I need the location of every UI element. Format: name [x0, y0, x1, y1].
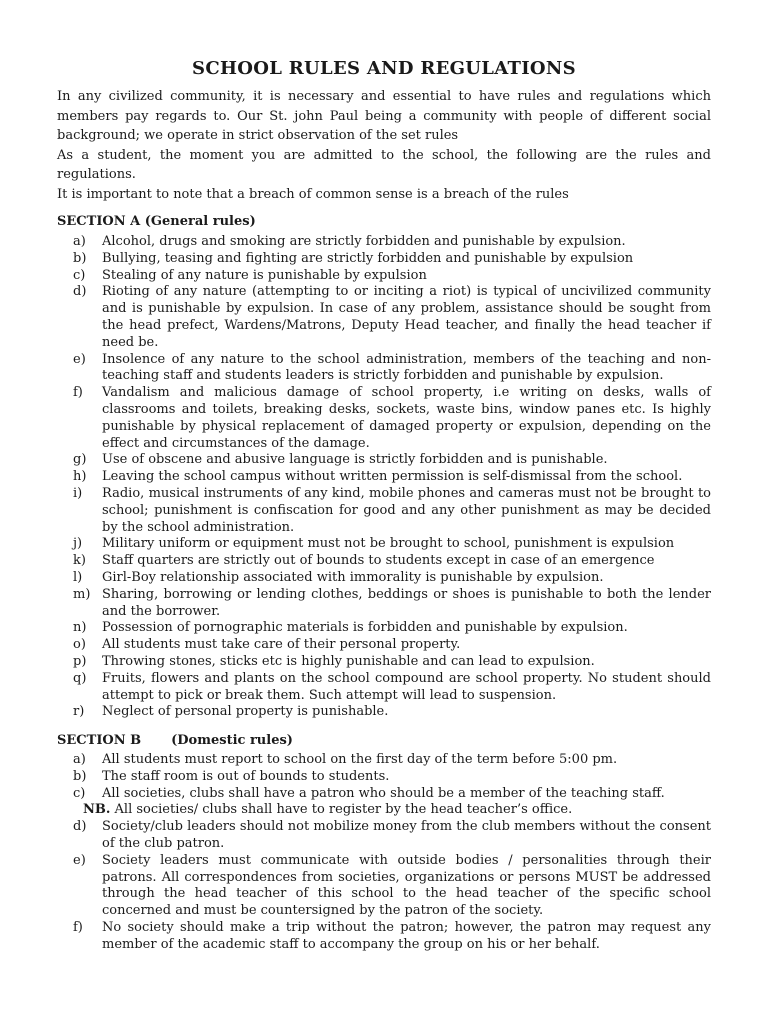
- rule-text: Fruits, flowers and plants on the school compound are school property. No student should attempt to pick or break them. Such attempt will lead to suspension.: [102, 670, 711, 703]
- rule-item: [57, 385, 711, 452]
- rule-marker: r): [73, 704, 85, 720]
- rule-marker: l): [73, 569, 83, 585]
- rule-marker: i): [73, 485, 83, 501]
- rule-item: [57, 553, 711, 570]
- rule-text: All societies, clubs shall have a patron who should be a member of the teaching staff.: [102, 785, 665, 801]
- rule-marker: b): [73, 768, 87, 784]
- rule-marker: h): [73, 469, 87, 485]
- rule-marker: b): [73, 250, 87, 266]
- rule-marker: c): [73, 267, 86, 283]
- nb-label: NB.: [83, 802, 111, 818]
- rule-item: [57, 570, 711, 587]
- rule-text: All students must take care of their personal property.: [102, 637, 461, 653]
- rule-text: Alcohol, drugs and smoking are strictly forbidden and punishable by expulsion.: [102, 234, 626, 249]
- intro-paragraph: In any civilized community, it is necessary and essential to have rules and regulations which members pay regards to. Our St. john Paul being a community with people of different social background; we operate in strict observation of the set rules: [57, 89, 711, 143]
- rule-item: [57, 251, 711, 268]
- rule-marker: a): [73, 234, 86, 249]
- nb-note: [57, 802, 711, 819]
- rule-text: Staff quarters are strictly out of bounds to students except in case of an emergence: [102, 553, 655, 569]
- rule-marker: f): [73, 919, 83, 935]
- rule-marker: n): [73, 620, 87, 636]
- rule-item: [57, 853, 711, 920]
- rule-item: [57, 587, 711, 621]
- rule-text: Vandalism and malicious damage of school property, i.e writing on desks, walls of classrooms and toilets, breaking desks, sockets, waste bins, window panes etc. Is highly punishable by physical replacement of damaged property or expulsion, depending on the effect and circumstances of the damage.: [102, 385, 711, 451]
- rule-item: [57, 452, 711, 469]
- rule-item: [57, 704, 711, 721]
- rule-text: Possession of pornographic materials is forbidden and punishable by expulsion.: [102, 620, 628, 636]
- rule-marker: p): [73, 653, 87, 669]
- rule-marker: j): [73, 536, 83, 552]
- rule-marker: g): [73, 452, 87, 468]
- rule-marker: k): [73, 553, 86, 569]
- nb-text: All societies/ clubs shall have to register by the head teacher’s office.: [110, 802, 573, 818]
- rule-item: [57, 469, 711, 486]
- rule-marker: m): [73, 586, 91, 602]
- rule-item: [57, 654, 711, 671]
- rule-marker: a): [73, 752, 86, 767]
- rule-item: [57, 819, 711, 853]
- rule-text: Sharing, borrowing or lending clothes, beddings or shoes is punishable to both the lender and the borrower.: [102, 586, 711, 619]
- rule-item: [57, 637, 711, 654]
- section-a-rules-list: [57, 234, 711, 721]
- rule-text: Radio, musical instruments of any kind, mobile phones and cameras must not be brought to school; punishment is confiscation for good and any other punishment as may be decided by the school administration.: [102, 485, 711, 535]
- rule-text: Neglect of personal property is punishable.: [102, 704, 389, 720]
- rule-item: [57, 786, 711, 803]
- rule-text: All students must report to school on the first day of the term before 5:00 pm.: [102, 752, 618, 767]
- rule-item: [57, 234, 711, 251]
- rule-text: Leaving the school campus without written permission is self-dismissal from the school.: [102, 469, 683, 485]
- section-a-prefix: SECTION A: [57, 214, 141, 229]
- rule-marker: e): [73, 852, 86, 868]
- rule-marker: c): [73, 785, 86, 801]
- rule-item: [57, 486, 711, 536]
- rule-item: [57, 769, 711, 786]
- section-a-title: (General rules): [144, 214, 256, 229]
- rule-marker: d): [73, 819, 87, 835]
- rule-item: [57, 268, 711, 285]
- rule-item: [57, 620, 711, 637]
- section-a-heading: [57, 214, 256, 229]
- rule-text: Stealing of any nature is punishable by expulsion: [102, 267, 427, 283]
- rule-item: [57, 284, 711, 351]
- rule-text: Girl-Boy relationship associated with immorality is punishable by expulsion.: [102, 569, 604, 585]
- rule-marker: q): [73, 670, 87, 686]
- rule-marker: d): [73, 284, 87, 300]
- page-title: SCHOOL RULES AND REGULATIONS: [192, 58, 576, 79]
- rule-text: The staff room is out of bounds to students.: [102, 768, 390, 784]
- section-b-heading: [57, 733, 293, 748]
- rule-marker: o): [73, 637, 86, 653]
- intro-paragraph: As a student, the moment you are admitted to the school, the following are the rules and regulations.: [57, 147, 711, 182]
- rule-text: Bullying, teasing and fighting are strictly forbidden and punishable by expulsion: [102, 250, 634, 266]
- rule-text: Society leaders must communicate with outside bodies / personalities through their patrons. All correspondences from societies, organizations or persons MUST be addressed through the head teacher of this school to the head teacher of the specific school concerned and must be countersigned by the patron of the society.: [102, 852, 711, 919]
- rule-text: Use of obscene and abusive language is strictly forbidden and is punishable.: [102, 452, 608, 468]
- intro-paragraphs: [57, 87, 711, 204]
- section-b-title: (Domestic rules): [171, 733, 293, 748]
- rule-text: Military uniform or equipment must not be brought to school, punishment is expulsion: [102, 536, 675, 552]
- section-b-rules-list: [57, 752, 711, 954]
- intro-paragraph: It is important to note that a breach of common sense is a breach of the rules: [57, 186, 569, 202]
- rule-marker: e): [73, 351, 86, 367]
- rule-item: [57, 671, 711, 705]
- rule-marker: f): [73, 385, 83, 401]
- rule-text: No society should make a trip without the patron; however, the patron may request any member of the academic staff to accompany the group on his or her behalf.: [102, 919, 711, 952]
- rule-item: [57, 752, 711, 769]
- rule-text: Throwing stones, sticks etc is highly punishable and can lead to expulsion.: [102, 653, 595, 669]
- rule-text: Society/club leaders should not mobilize money from the club members without the consent of the club patron.: [102, 819, 711, 851]
- rule-text: Insolence of any nature to the school administration, members of the teaching and non-teaching staff and students leaders is strictly forbidden and punishable by expulsion.: [102, 351, 711, 384]
- rule-item: [57, 536, 711, 553]
- rule-text: Rioting of any nature (attempting to or inciting a riot) is typical of uncivilized community and is punishable by expulsion. In case of any problem, assistance should be sought from the head prefect, Wardens/Matrons, Deputy Head teacher, and finally the head teacher if need be.: [102, 284, 711, 350]
- rule-item: [57, 920, 711, 954]
- section-b-prefix: SECTION B: [57, 733, 142, 748]
- rule-item: [57, 352, 711, 386]
